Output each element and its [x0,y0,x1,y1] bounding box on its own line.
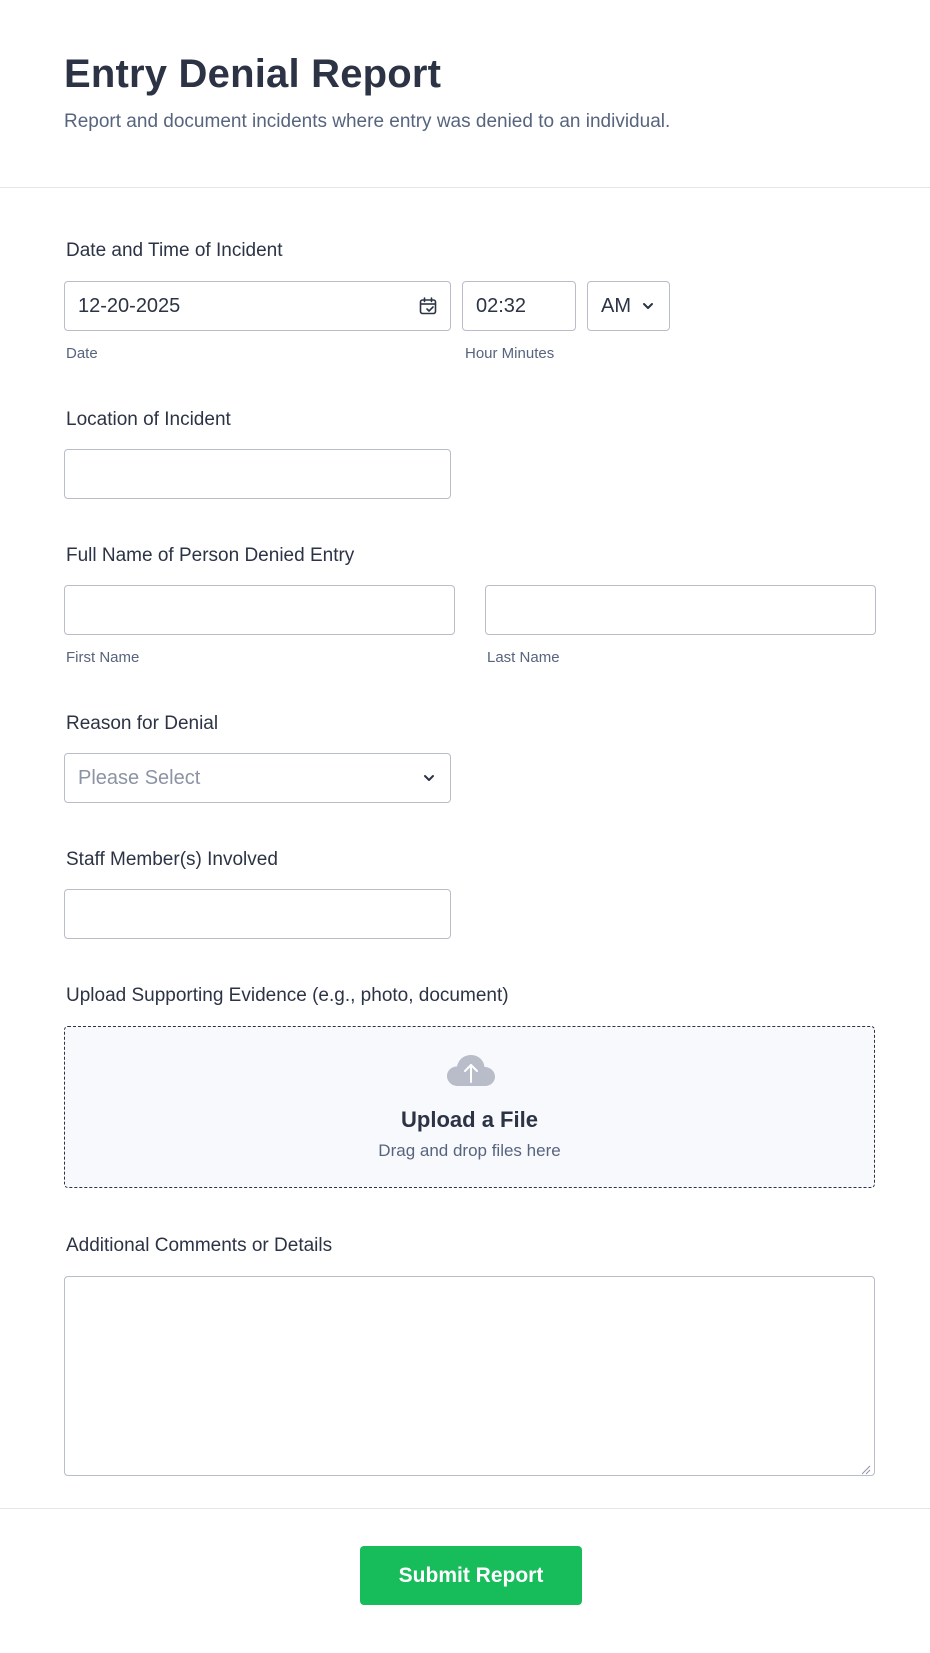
ampm-select[interactable] [587,281,670,331]
location-label: Location of Incident [66,409,231,430]
submit-button[interactable]: Submit Report [360,1546,582,1605]
resize-grip-icon[interactable] [861,1462,871,1472]
footer-divider [0,1508,930,1509]
upload-label: Upload Supporting Evidence (e.g., photo, document) [66,985,509,1006]
upload-hint: Drag and drop files here [378,1141,561,1160]
date-sublabel: Date [66,345,98,362]
comments-label: Additional Comments or Details [66,1235,333,1256]
time-input[interactable] [462,281,576,331]
reason-select[interactable] [64,753,451,803]
chevron-down-icon [639,297,659,317]
last-name-sublabel: Last Name [487,649,560,666]
time-sublabel: Hour Minutes [465,345,555,362]
page-title: Entry Denial Report [64,52,442,96]
date-value: 12-20-2025 [78,295,181,317]
staff-label: Staff Member(s) Involved [66,849,278,870]
date-input[interactable] [64,281,451,331]
ampm-value: AM [601,295,631,317]
comments-textarea[interactable] [64,1276,875,1476]
full-name-label: Full Name of Person Denied Entry [66,545,355,566]
page-subtitle: Report and document incidents where entry was denied to an individual. [64,111,671,132]
time-value: 02:32 [476,295,527,317]
datetime-label: Date and Time of Incident [66,240,283,261]
first-name-sublabel: First Name [66,649,140,666]
first-name-input[interactable] [64,585,455,635]
cloud-upload-icon [446,1053,496,1089]
form-header [0,0,930,188]
calendar-icon[interactable] [418,296,438,316]
file-upload-dropzone[interactable] [64,1026,875,1188]
reason-label: Reason for Denial [66,713,219,734]
upload-title: Upload a File [401,1107,538,1132]
last-name-input[interactable] [485,585,876,635]
reason-placeholder: Please Select [78,767,201,789]
staff-input[interactable] [64,889,451,939]
location-input[interactable] [64,449,451,499]
chevron-down-icon [420,769,440,789]
